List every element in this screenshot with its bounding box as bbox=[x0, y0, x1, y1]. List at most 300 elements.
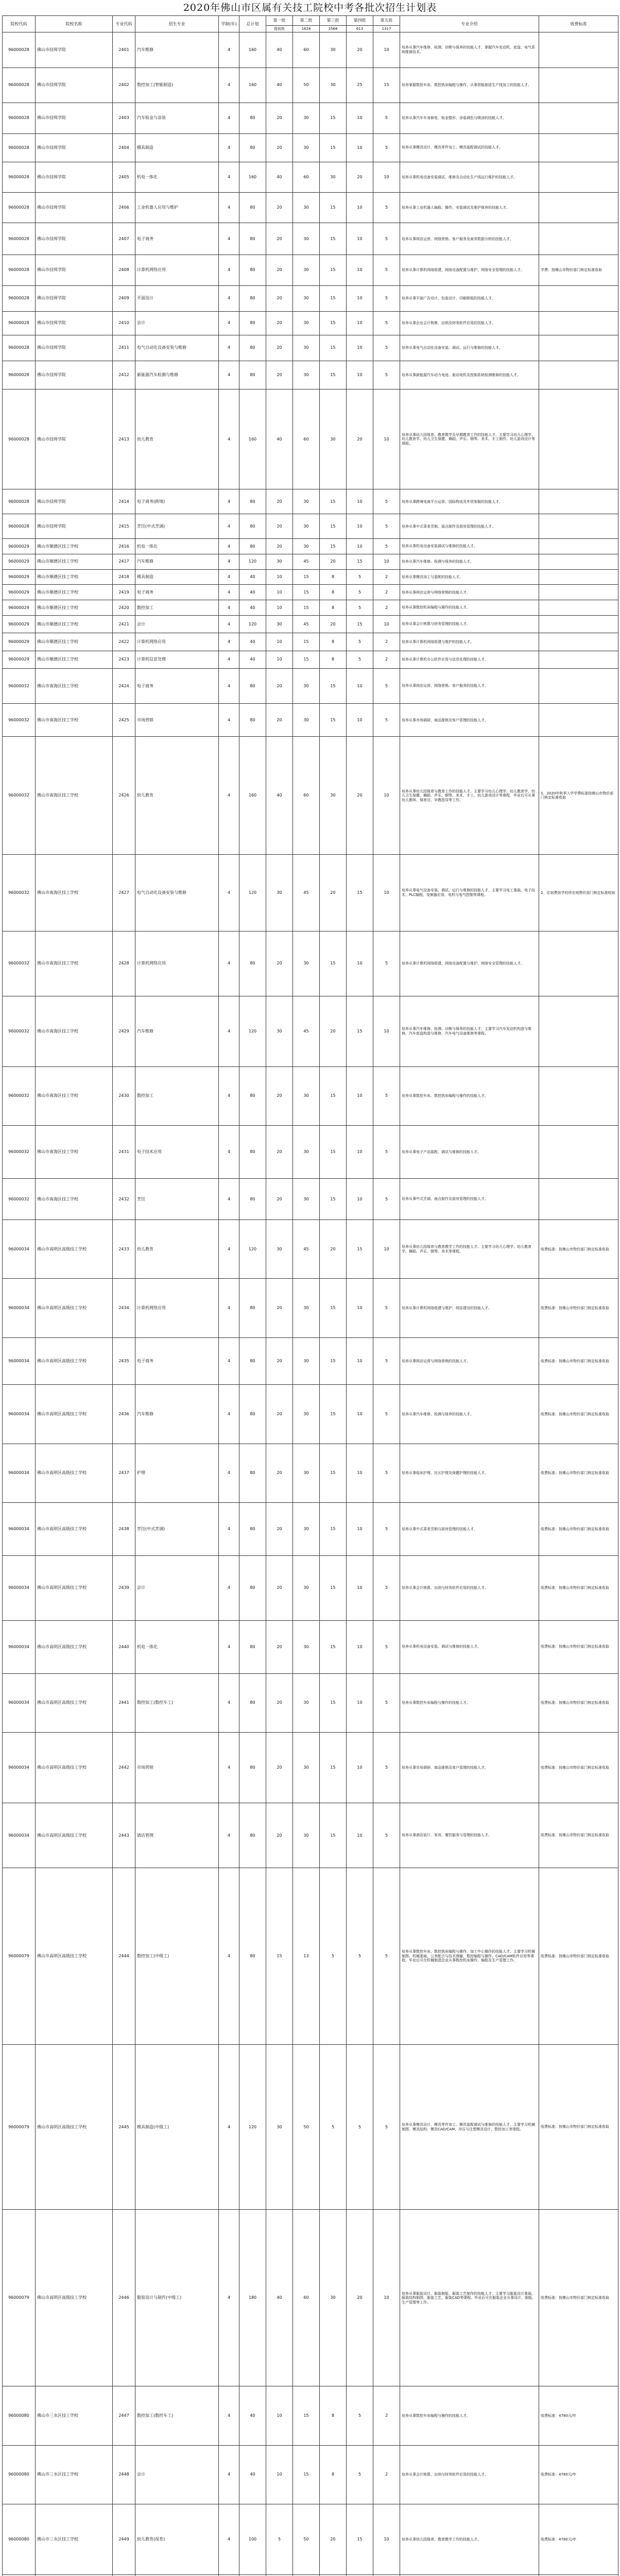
cell-school-code: 96000029 bbox=[3, 569, 36, 585]
cell-school-name: 佛山市技师学院 bbox=[36, 361, 113, 389]
cell-major-code: 2410 bbox=[113, 311, 135, 335]
cell-school-name: 佛山市顺德区技工学校 bbox=[36, 539, 113, 554]
cell-batch-1: 20 bbox=[266, 285, 293, 311]
cell-batch-5: 5 bbox=[373, 668, 400, 704]
cell-fee-note: 收费标准：按佛山市物价部门核定标准收取 bbox=[539, 2210, 618, 2386]
cell-fee-note bbox=[539, 633, 618, 651]
cell-batch-3: 15 bbox=[320, 1673, 347, 1732]
cell-school-name: 佛山市技师学院 bbox=[36, 389, 113, 489]
cell-batch-5: 10 bbox=[373, 162, 400, 192]
header-major: 招生专业 bbox=[135, 16, 219, 32]
cell-batch-2: 30 bbox=[293, 931, 320, 996]
cell-major-name: 会计 bbox=[135, 615, 219, 633]
cell-batch-2: 30 bbox=[293, 1066, 320, 1125]
cell-school-code: 96000034 bbox=[3, 1279, 36, 1337]
cell-batch-5: 5 bbox=[373, 1620, 400, 1673]
cell-batch-3: 15 bbox=[320, 1279, 347, 1337]
cell-school-code: 96000032 bbox=[3, 704, 36, 737]
cell-school-name: 佛山市南海区技工学校 bbox=[36, 931, 113, 996]
cell-total: 80 bbox=[239, 1732, 266, 1803]
cell-batch-2: 30 bbox=[293, 1126, 320, 1179]
cell-fee-note: 收费标准：按佛山市物价部门核定标准收取 bbox=[539, 1732, 618, 1803]
cell-school-code: 96000028 bbox=[3, 361, 36, 389]
cell-school-code: 96000079 bbox=[3, 2045, 36, 2210]
cell-batch-3: 15 bbox=[320, 361, 347, 389]
cell-major-code: 2444 bbox=[113, 1868, 135, 2044]
table-row bbox=[3, 1220, 618, 1279]
cell-total: 80 bbox=[239, 311, 266, 335]
cell-batch-2: 30 bbox=[293, 1279, 320, 1337]
cell-major-description: 培养从事计算机网络组建、网络设备配置与维护、网络安全管理的技能人才。 bbox=[400, 255, 539, 285]
cell-years: 4 bbox=[219, 633, 239, 651]
cell-batch-3: 30 bbox=[320, 162, 347, 192]
cell-major-code: 2443 bbox=[113, 1803, 135, 1868]
cell-total: 40 bbox=[239, 569, 266, 585]
cell-batch-2: 15 bbox=[293, 633, 320, 651]
header-sub-third: 2568 bbox=[320, 26, 347, 32]
table-row bbox=[3, 1066, 618, 1125]
cell-batch-5: 5 bbox=[373, 1279, 400, 1337]
table-row bbox=[3, 1444, 618, 1502]
cell-batch-2: 15 bbox=[293, 600, 320, 616]
cell-batch-1: 30 bbox=[266, 615, 293, 633]
cell-school-name: 佛山市高明区高级技工学校 bbox=[36, 1555, 113, 1620]
cell-batch-3: 15 bbox=[320, 1126, 347, 1179]
cell-batch-4: 10 bbox=[347, 103, 373, 133]
cell-major-description: 培养从事会计核算、出纳与财务软件应用的技能人才。 bbox=[400, 1555, 539, 1620]
cell-fee-note bbox=[539, 193, 618, 223]
cell-school-code: 96000028 bbox=[3, 335, 36, 361]
table-row bbox=[3, 615, 618, 633]
table-row bbox=[3, 931, 618, 996]
cell-batch-1: 20 bbox=[266, 193, 293, 223]
cell-major-description: 培养从事数控机床编程与操作的技能人才。 bbox=[400, 600, 539, 616]
table-row bbox=[3, 223, 618, 255]
cell-years: 4 bbox=[219, 67, 239, 103]
cell-major-description: 培养从事市场调研、商品推销及客户管理的技能人才。 bbox=[400, 1732, 539, 1803]
cell-major-code: 2435 bbox=[113, 1337, 135, 1384]
cell-batch-3: 15 bbox=[320, 223, 347, 255]
cell-fee-note bbox=[539, 489, 618, 514]
cell-batch-3: 30 bbox=[320, 32, 347, 68]
cell-fee-note bbox=[539, 223, 618, 255]
cell-batch-3: 15 bbox=[320, 931, 347, 996]
cell-school-name: 佛山市南海区技工学校 bbox=[36, 704, 113, 737]
cell-batch-4: 10 bbox=[347, 489, 373, 514]
cell-batch-5: 2 bbox=[373, 651, 400, 668]
cell-total: 40 bbox=[239, 2445, 266, 2504]
cell-major-description: 培养从事汽车维修、检测与保养的技能人才。 bbox=[400, 1385, 539, 1444]
cell-major-code: 2437 bbox=[113, 1444, 135, 1502]
cell-batch-1: 10 bbox=[266, 2445, 293, 2504]
cell-batch-4: 10 bbox=[347, 1803, 373, 1868]
cell-school-name: 佛山市南海区技工学校 bbox=[36, 668, 113, 704]
cell-batch-2: 15 bbox=[293, 2386, 320, 2445]
cell-batch-1: 20 bbox=[266, 1620, 293, 1673]
cell-total: 180 bbox=[239, 2210, 266, 2386]
cell-batch-1: 10 bbox=[266, 569, 293, 585]
cell-fee-note bbox=[539, 389, 618, 489]
cell-fee-note bbox=[539, 133, 618, 162]
cell-major-name: 酒店管理 bbox=[135, 1803, 219, 1868]
cell-total: 80 bbox=[239, 193, 266, 223]
cell-school-name: 佛山市高明区高级技工学校 bbox=[36, 1620, 113, 1673]
cell-batch-3: 8 bbox=[320, 600, 347, 616]
cell-major-name: 计算机网络应用 bbox=[135, 633, 219, 651]
cell-fee-note bbox=[539, 931, 618, 996]
cell-years: 4 bbox=[219, 285, 239, 311]
cell-major-description: 培养从事网店运营与网络营销的技能人才。 bbox=[400, 585, 539, 600]
cell-major-name: 市场营销 bbox=[135, 1732, 219, 1803]
table-row bbox=[3, 585, 618, 600]
cell-major-description: 培养从事幼儿园保育与教育教学工作的技能人才。主要学习幼儿心理学、幼儿教育学、舞蹈、声乐、钢琴、美术等课程。 bbox=[400, 1220, 539, 1279]
table-row bbox=[3, 1673, 618, 1732]
header-second: 第二批 bbox=[293, 16, 320, 26]
cell-batch-2: 45 bbox=[293, 554, 320, 570]
cell-years: 4 bbox=[219, 2210, 239, 2386]
table-row bbox=[3, 569, 618, 585]
cell-school-name: 佛山市高明区高级技工学校 bbox=[36, 1279, 113, 1337]
cell-batch-4: 5 bbox=[347, 2386, 373, 2445]
cell-batch-3: 20 bbox=[320, 1220, 347, 1279]
cell-fee-note bbox=[539, 103, 618, 133]
cell-major-description: 培养从事机电设备安装、调试与维修的技能人才。 bbox=[400, 1620, 539, 1673]
cell-batch-4: 5 bbox=[347, 600, 373, 616]
cell-batch-4: 10 bbox=[347, 361, 373, 389]
cell-major-description: 培养从事市场调研、商品推销及客户管理的技能人才。 bbox=[400, 704, 539, 737]
cell-batch-2: 30 bbox=[293, 1337, 320, 1384]
cell-major-name: 市场营销 bbox=[135, 704, 219, 737]
cell-total: 80 bbox=[239, 704, 266, 737]
cell-major-name: 电子商务 bbox=[135, 585, 219, 600]
cell-batch-3: 20 bbox=[320, 615, 347, 633]
cell-batch-1: 20 bbox=[266, 1179, 293, 1220]
cell-batch-4: 10 bbox=[347, 931, 373, 996]
cell-fee-note: 收费标准：按佛山市物价部门核定标准收取 bbox=[539, 1503, 618, 1556]
cell-fee-note: 收费标准：按佛山市物价部门核定标准收取 bbox=[539, 2045, 618, 2210]
cell-school-code: 96000079 bbox=[3, 1868, 36, 2044]
cell-batch-3: 30 bbox=[320, 737, 347, 855]
cell-batch-5: 5 bbox=[373, 255, 400, 285]
cell-years: 4 bbox=[219, 2445, 239, 2504]
cell-batch-3: 15 bbox=[320, 514, 347, 539]
cell-school-name: 佛山市技师学院 bbox=[36, 311, 113, 335]
cell-fee-note: 2、住宿费按学校所在地物价部门核定标准收取 bbox=[539, 855, 618, 931]
cell-years: 4 bbox=[219, 32, 239, 68]
cell-batch-4: 5 bbox=[347, 1868, 373, 2044]
cell-school-name: 佛山市南海区技工学校 bbox=[36, 737, 113, 855]
cell-years: 4 bbox=[219, 2386, 239, 2445]
cell-years: 4 bbox=[219, 193, 239, 223]
cell-total: 40 bbox=[239, 633, 266, 651]
cell-batch-4: 10 bbox=[347, 1279, 373, 1337]
cell-major-description: 培养从事数控车床编程与操作的技能人才。 bbox=[400, 1673, 539, 1732]
cell-school-code: 96000080 bbox=[3, 2445, 36, 2504]
cell-total: 120 bbox=[239, 1220, 266, 1279]
cell-school-name: 佛山市技师学院 bbox=[36, 133, 113, 162]
cell-batch-3: 15 bbox=[320, 103, 347, 133]
cell-batch-2: 30 bbox=[293, 361, 320, 389]
cell-batch-4: 5 bbox=[347, 2045, 373, 2210]
cell-fee-note: 收费标准：按佛山市物价部门核定标准收取 bbox=[539, 1337, 618, 1384]
cell-school-name: 佛山市顺德区技工学校 bbox=[36, 585, 113, 600]
cell-major-name: 数控加工(智能制造) bbox=[135, 67, 219, 103]
cell-major-name: 数控加工 bbox=[135, 1066, 219, 1125]
cell-major-description: 培养从事电子产品装配、调试与维修的技能人才。 bbox=[400, 1126, 539, 1179]
cell-major-code: 2423 bbox=[113, 651, 135, 668]
cell-major-description: 培养从事计算机办公软件应用与信息处理的技能人才。 bbox=[400, 651, 539, 668]
cell-years: 4 bbox=[219, 223, 239, 255]
header-third: 第三批 bbox=[320, 16, 347, 26]
cell-batch-3: 30 bbox=[320, 389, 347, 489]
cell-major-description: 培养从事机电设备安装调试与维修的技能人才。 bbox=[400, 539, 539, 554]
cell-fee-note bbox=[539, 67, 618, 103]
cell-batch-4: 10 bbox=[347, 1673, 373, 1732]
cell-major-description: 培养从事中式菜肴烹制、面点制作及厨房管理的技能人才。 bbox=[400, 514, 539, 539]
cell-batch-5: 2 bbox=[373, 2386, 400, 2445]
cell-school-code: 96000029 bbox=[3, 539, 36, 554]
cell-school-name: 佛山市顺德区技工学校 bbox=[36, 633, 113, 651]
cell-major-name: 工业机器人应用与维护 bbox=[135, 193, 219, 223]
cell-major-code: 2414 bbox=[113, 489, 135, 514]
cell-major-name: 电气自动化设备安装与维修 bbox=[135, 335, 219, 361]
cell-school-name: 佛山市技师学院 bbox=[36, 67, 113, 103]
cell-major-code: 2406 bbox=[113, 193, 135, 223]
cell-batch-1: 40 bbox=[266, 737, 293, 855]
cell-batch-1: 20 bbox=[266, 668, 293, 704]
cell-batch-3: 15 bbox=[320, 704, 347, 737]
cell-batch-5: 2 bbox=[373, 633, 400, 651]
cell-batch-3: 8 bbox=[320, 585, 347, 600]
cell-major-description: 培养从事机电设备安装调试、维修及自动化生产线运行维护的技能人才。 bbox=[400, 162, 539, 192]
cell-fee-note bbox=[539, 1066, 618, 1125]
cell-school-code: 96000079 bbox=[3, 2210, 36, 2386]
cell-major-code: 2428 bbox=[113, 931, 135, 996]
cell-school-code: 96000029 bbox=[3, 615, 36, 633]
cell-fee-note: 收费标准：按佛山市物价部门核定标准收取 bbox=[539, 1620, 618, 1673]
table-row bbox=[3, 996, 618, 1066]
table-row bbox=[3, 389, 618, 489]
cell-batch-1: 20 bbox=[266, 103, 293, 133]
cell-fee-note: 收费标准：按佛山市物价部门核定标准收取 bbox=[539, 1279, 618, 1337]
cell-years: 4 bbox=[219, 737, 239, 855]
cell-batch-2: 30 bbox=[293, 1444, 320, 1502]
cell-batch-4: 20 bbox=[347, 32, 373, 68]
cell-major-description: 培养从事新能源汽车动力电池、驱动电机及控制系统检测维修的技能人才。 bbox=[400, 361, 539, 389]
cell-major-name: 计算机信息处理 bbox=[135, 651, 219, 668]
cell-years: 4 bbox=[219, 103, 239, 133]
cell-major-description: 培养掌握数控车床、数控铣床编程与操作，从事智能制造生产线加工的技能人才。 bbox=[400, 67, 539, 103]
cell-school-name: 佛山市技师学院 bbox=[36, 285, 113, 311]
cell-major-description: 培养从事汽车车身修复、钣金整形、涂装调色与喷涂的技能人才。 bbox=[400, 103, 539, 133]
cell-major-name: 幼儿教育 bbox=[135, 1220, 219, 1279]
cell-batch-2: 45 bbox=[293, 855, 320, 931]
cell-years: 4 bbox=[219, 585, 239, 600]
cell-major-code: 2422 bbox=[113, 633, 135, 651]
cell-total: 80 bbox=[239, 1279, 266, 1337]
cell-batch-3: 8 bbox=[320, 2386, 347, 2445]
table-row bbox=[3, 285, 618, 311]
cell-school-code: 96000034 bbox=[3, 1803, 36, 1868]
cell-school-code: 96000029 bbox=[3, 651, 36, 668]
cell-batch-1: 20 bbox=[266, 489, 293, 514]
cell-batch-5: 2 bbox=[373, 600, 400, 616]
cell-fee-note bbox=[539, 615, 618, 633]
cell-major-description: 培养从事中式烹调、面点制作及厨房管理的技能人才。 bbox=[400, 1179, 539, 1220]
table-row bbox=[3, 2445, 618, 2504]
cell-major-name: 模具制造 bbox=[135, 569, 219, 585]
cell-years: 4 bbox=[219, 1179, 239, 1220]
cell-major-name: 电子技术应用 bbox=[135, 1126, 219, 1179]
cell-batch-1: 20 bbox=[266, 1732, 293, 1803]
table-row bbox=[3, 1179, 618, 1220]
table-row bbox=[3, 554, 618, 570]
cell-major-description: 培养从事网店运营、网络营销、客户服务的技能人才。 bbox=[400, 668, 539, 704]
cell-years: 4 bbox=[219, 311, 239, 335]
cell-batch-1: 30 bbox=[266, 554, 293, 570]
cell-major-code: 2418 bbox=[113, 569, 135, 585]
cell-total: 80 bbox=[239, 1337, 266, 1384]
cell-total: 40 bbox=[239, 585, 266, 600]
cell-batch-4: 10 bbox=[347, 1066, 373, 1125]
cell-total: 80 bbox=[239, 103, 266, 133]
cell-school-code: 96000028 bbox=[3, 162, 36, 192]
cell-years: 4 bbox=[219, 2045, 239, 2210]
cell-fee-note bbox=[539, 285, 618, 311]
cell-total: 120 bbox=[239, 615, 266, 633]
table-row bbox=[3, 311, 618, 335]
cell-years: 4 bbox=[219, 931, 239, 996]
cell-years: 4 bbox=[219, 1337, 239, 1384]
cell-major-description: 培养从事汽车维修、检测与保养的技能人才。 bbox=[400, 554, 539, 570]
cell-major-name: 烹饪(中式烹调) bbox=[135, 1503, 219, 1556]
cell-total: 120 bbox=[239, 996, 266, 1066]
cell-batch-2: 45 bbox=[293, 996, 320, 1066]
cell-school-name: 佛山市南海区技工学校 bbox=[36, 1179, 113, 1220]
cell-years: 4 bbox=[219, 1555, 239, 1620]
cell-school-name: 佛山市南海区技工学校 bbox=[36, 996, 113, 1066]
cell-major-description: 培养从事数控车床、数控铣床编程与操作的技能人才。 bbox=[400, 1066, 539, 1125]
cell-major-code: 2433 bbox=[113, 1220, 135, 1279]
cell-batch-1: 40 bbox=[266, 67, 293, 103]
enrollment-plan-table bbox=[2, 15, 618, 2576]
cell-fee-note bbox=[539, 704, 618, 737]
cell-major-name: 数控加工 bbox=[135, 600, 219, 616]
cell-major-description: 培养从事幼儿园保育、教育教学及早期教育工作的技能人才。主要学习幼儿心理学、幼儿教育学、幼儿卫生保健、舞蹈、声乐、钢琴、美术、手工制作、幼儿游戏设计等课程。 bbox=[400, 389, 539, 489]
cell-batch-2: 30 bbox=[293, 1673, 320, 1732]
table-row bbox=[3, 514, 618, 539]
cell-batch-4: 5 bbox=[347, 633, 373, 651]
cell-total: 80 bbox=[239, 1620, 266, 1673]
cell-school-name: 佛山市南海区技工学校 bbox=[36, 855, 113, 931]
cell-major-code: 2449 bbox=[113, 2504, 135, 2575]
cell-batch-2: 30 bbox=[293, 1803, 320, 1868]
cell-batch-2: 30 bbox=[293, 1732, 320, 1803]
cell-years: 4 bbox=[219, 1503, 239, 1556]
cell-major-code: 2403 bbox=[113, 103, 135, 133]
table-row bbox=[3, 633, 618, 651]
cell-batch-3: 15 bbox=[320, 285, 347, 311]
table-row bbox=[3, 193, 618, 223]
table-row bbox=[3, 1279, 618, 1337]
cell-major-code: 2431 bbox=[113, 1126, 135, 1179]
cell-major-code: 2420 bbox=[113, 600, 135, 616]
table-row bbox=[3, 335, 618, 361]
cell-major-code: 2438 bbox=[113, 1503, 135, 1556]
cell-batch-1: 20 bbox=[266, 931, 293, 996]
cell-school-name: 佛山市技师学院 bbox=[36, 514, 113, 539]
cell-batch-1: 20 bbox=[266, 1673, 293, 1732]
cell-school-name: 佛山市三水区技工学校 bbox=[36, 2445, 113, 2504]
cell-major-name: 计算机网络应用 bbox=[135, 255, 219, 285]
cell-batch-5: 2 bbox=[373, 569, 400, 585]
cell-years: 4 bbox=[219, 389, 239, 489]
cell-batch-5: 5 bbox=[373, 335, 400, 361]
cell-batch-2: 60 bbox=[293, 32, 320, 68]
cell-school-name: 佛山市南海区技工学校 bbox=[36, 1066, 113, 1125]
cell-school-code: 96000032 bbox=[3, 737, 36, 855]
cell-total: 80 bbox=[239, 1126, 266, 1179]
cell-school-name: 佛山市顺德区技工学校 bbox=[36, 615, 113, 633]
cell-total: 80 bbox=[239, 1673, 266, 1732]
cell-fee-note bbox=[539, 1126, 618, 1179]
cell-batch-5: 5 bbox=[373, 1555, 400, 1620]
cell-school-code: 96000032 bbox=[3, 1066, 36, 1125]
cell-years: 4 bbox=[219, 600, 239, 616]
cell-batch-5: 5 bbox=[373, 2045, 400, 2210]
cell-batch-4: 10 bbox=[347, 223, 373, 255]
cell-batch-2: 45 bbox=[293, 1220, 320, 1279]
cell-total: 80 bbox=[239, 489, 266, 514]
cell-batch-5: 5 bbox=[373, 1126, 400, 1179]
header-sub-fourth: 613 bbox=[347, 26, 373, 32]
cell-total: 40 bbox=[239, 600, 266, 616]
table-row bbox=[3, 361, 618, 389]
cell-batch-3: 30 bbox=[320, 67, 347, 103]
cell-school-name: 佛山市顺德区技工学校 bbox=[36, 600, 113, 616]
cell-major-code: 2404 bbox=[113, 133, 135, 162]
cell-major-description: 培养从事网店运营与网络营销的技能人才。 bbox=[400, 1337, 539, 1384]
cell-major-name: 汽车维修 bbox=[135, 32, 219, 68]
header-desc: 专业介绍 bbox=[400, 16, 539, 32]
cell-years: 4 bbox=[219, 1126, 239, 1179]
cell-batch-5: 10 bbox=[373, 615, 400, 633]
cell-school-name: 佛山市顺德区技工学校 bbox=[36, 569, 113, 585]
cell-years: 4 bbox=[219, 133, 239, 162]
cell-major-code: 2448 bbox=[113, 2445, 135, 2504]
cell-batch-4: 15 bbox=[347, 1220, 373, 1279]
cell-major-name: 模具制造 bbox=[135, 133, 219, 162]
cell-school-code: 96000034 bbox=[3, 1385, 36, 1444]
cell-school-code: 96000028 bbox=[3, 103, 36, 133]
cell-batch-1: 10 bbox=[266, 651, 293, 668]
cell-major-description: 培养从事模具加工与装配的技能人才。 bbox=[400, 569, 539, 585]
cell-batch-2: 15 bbox=[293, 585, 320, 600]
cell-years: 4 bbox=[219, 489, 239, 514]
cell-major-code: 2440 bbox=[113, 1620, 135, 1673]
cell-batch-2: 30 bbox=[293, 1555, 320, 1620]
header-sub-second: 1628 bbox=[293, 26, 320, 32]
cell-major-description: 培养从事幼儿园保育、教育教学工作的技能人才。 bbox=[400, 2504, 539, 2575]
cell-major-code: 2421 bbox=[113, 615, 135, 633]
cell-batch-3: 15 bbox=[320, 1066, 347, 1125]
table-row bbox=[3, 2210, 618, 2386]
cell-batch-2: 30 bbox=[293, 539, 320, 554]
cell-batch-1: 20 bbox=[266, 1503, 293, 1556]
cell-batch-5: 5 bbox=[373, 489, 400, 514]
cell-major-name: 电气自动化设备安装与维修 bbox=[135, 855, 219, 931]
cell-major-description: 培养从事电气自动化设备安装、调试、运行与维修的技能人才。 bbox=[400, 335, 539, 361]
